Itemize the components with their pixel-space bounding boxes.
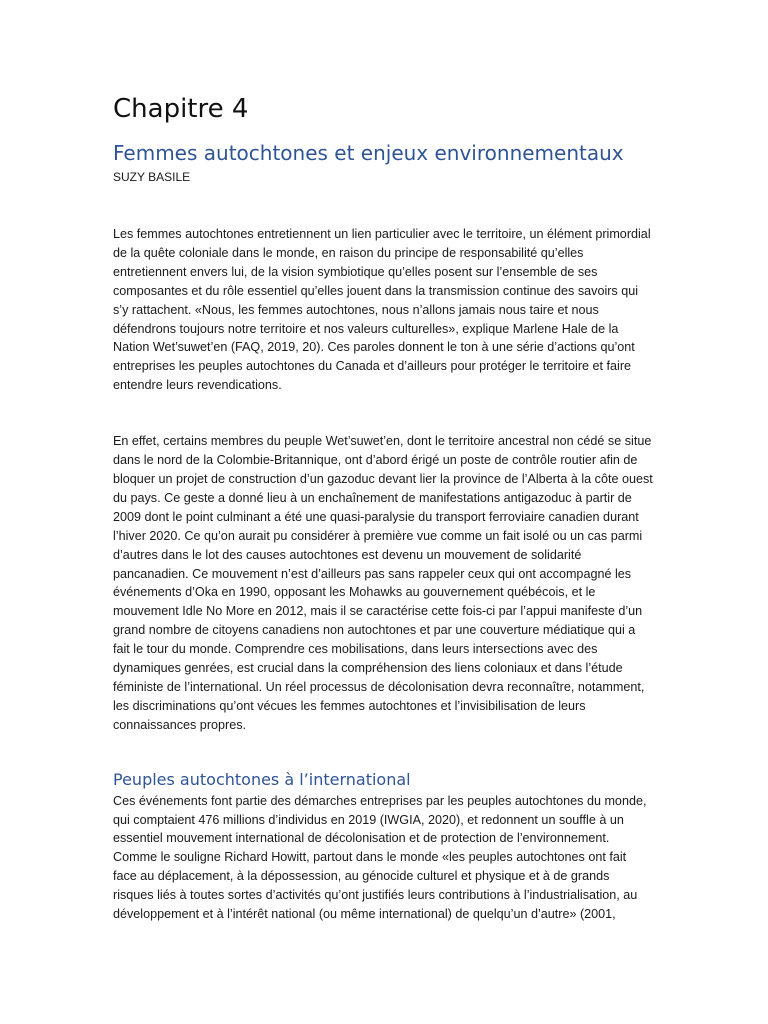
section-heading: Peuples autochtones à l’international — [113, 769, 411, 789]
chapter-heading: Chapitre 4 — [113, 94, 249, 124]
author-name: SUZY BASILE — [113, 170, 191, 184]
paragraph-international: Ces événements font partie des démarches entreprises par les peuples autochtones du monde, qui comptaient 476 millions d’individus en 2019 (IWGIA, 2020), et redonnent un souffle à un essentiel mouvement international de décolonisation et de protection de l’environnement. Comme le souligne Richard Howitt, partout dans le monde «les peuples autochtones ont fait face au déplacement, à la dépossession, au génocide culturel et physique et à de grands risques liés à toutes sortes d’activités qu’ont justifiés leurs contributions à l’industrialisation, au développement et à l’intérêt national (ou même international) de quelqu’un d’autre» (2001, — [113, 793, 647, 922]
document-page — [113, 92, 653, 924]
paragraph-intro: Les femmes autochtones entretiennent un lien particulier avec le territoire, un élément primordial de la quête coloniale dans le monde, en raison du principe de responsabilité qu’elles entretiennent envers lui, de la vision symbiotique qu’elles posent sur l’ensemble de ses composantes et du rôle essentiel qu’elles jouent dans la transmission continue des savoirs qui s’y rattachent. «Nous, les femmes autochtones, nous n’allons jamais nous taire et nous défendrons toujours notre territoire et nos valeurs culturelles», explique Marlene Hale de la Nation Wet’suwet’en (FAQ, 2019, 20). Ces paroles donnent le ton à une série d’actions qu’ont entreprises les peuples autochtones du Canada et d’ailleurs pour protéger le territoire et faire entendre leurs revendications. — [113, 227, 651, 393]
chapter-title: Femmes autochtones et enjeux environnementaux — [113, 141, 624, 165]
paragraph-context: En effet, certains membres du peuple Wet’suwet’en, dont le territoire ancestral non cédé se situe dans le nord de la Colombie-Britannique, ont d’abord érigé un poste de contrôle routier afin de bloquer un projet de construction d’un gazoduc devant lier la province de l’Alberta à la côte ouest du pays. Ce geste a donné lieu à un enchaînement de manifestations antigazoduc à partir de 2009 dont le point culminant a été une quasi-paralysie du transport ferroviaire canadien durant l’hiver 2020. Ce qu’on aurait pu considérer à première vue comme un fait isolé ou un cas parmi d’autres dans le lot des causes autochtones est devenu un mouvement de solidarité pancanadien. Ce mouvement n’est d’ailleurs pas sans rappeler ceux qui ont accompagné les événements d’Oka en 1990, opposant les Mohawks au gouvernement québécois, et le mouvement Idle No More en 2012, mais il se caractérise cette fois-ci par l’appui manifeste d’un grand nombre de citoyens canadiens non autochtones et par une couverture médiatique qui a fait le tour du monde. Comprendre ces mobilisations, dans leurs intersections avec des dynamiques genrées, est crucial dans la compréhension des liens coloniaux et dans l’étude féministe de l’international. Un réel processus de décolonisation devra reconnaître, notamment, les discriminations qu’ont vécues les femmes autochtones et l’invisibilisation de leurs connaissances propres. — [113, 434, 653, 732]
